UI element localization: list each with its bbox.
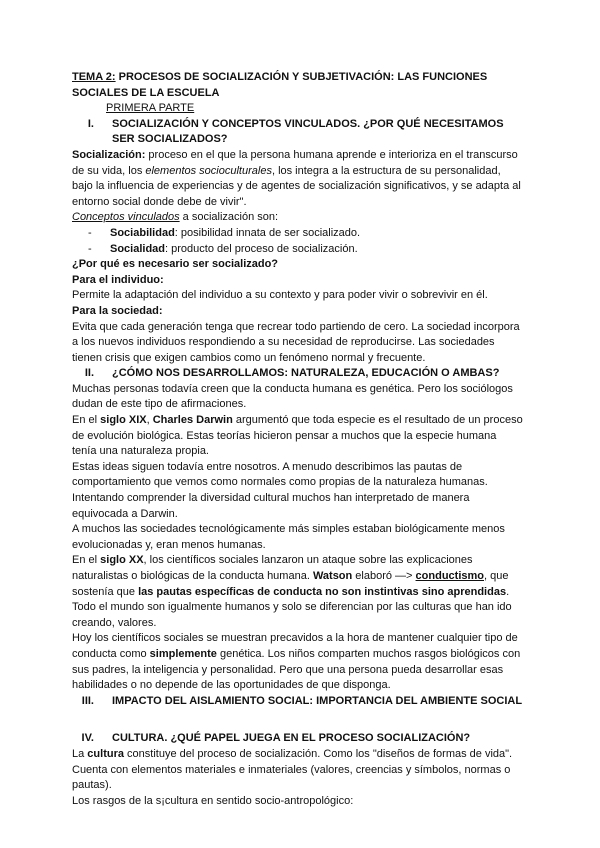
text: En el xyxy=(72,414,101,427)
question-line: ¿Por qué es necesario ser socializado? xyxy=(72,258,279,271)
definition-text-2b: , los integra a la estructura de su personalidad, xyxy=(271,164,501,177)
s2-p2-l1 xyxy=(72,413,534,429)
section-2-number: II. xyxy=(84,367,94,380)
section-3-heading xyxy=(72,694,534,710)
elementos-socioculturales: elementos socioculturales xyxy=(145,164,272,177)
text: naturalistas o biológicas de la conducta humana. xyxy=(72,570,313,582)
definition-text-2a: de su vida, los xyxy=(72,164,146,177)
s2-p4-l2: evolucionadas y, eran menos humanas. xyxy=(72,538,266,551)
siglo-xx: siglo XX xyxy=(100,554,144,567)
s2-p1-l2: dudan de este tipo de afirmaciones. xyxy=(72,398,247,411)
s2-p6-l2 xyxy=(72,647,534,663)
subtitle: PRIMERA PARTE xyxy=(106,102,195,115)
section-1-heading-line-1: SOCIALIZACIÓN Y CONCEPTOS VINCULADOS. ¿POR QUÉ NECESITAMOS xyxy=(112,117,504,130)
text: conducta como xyxy=(72,647,150,660)
text: elaboró —> xyxy=(352,570,416,582)
bullet-text: : producto del proceso de socialización. xyxy=(165,242,358,255)
definition-term: Socialización: xyxy=(72,148,146,161)
s4-p1-l3: pautas). xyxy=(72,779,112,792)
section-2-heading xyxy=(72,366,534,382)
s2-p3-l2: comportamiento que vemos como normales como propias de la naturaleza humanas. xyxy=(72,476,488,489)
bullet-term: Sociabilidad xyxy=(110,226,175,239)
s2-p2-l3: tenía una naturaleza propia. xyxy=(72,445,209,458)
s2-p6-l1: Hoy los científicos sociales se muestran precavidos a la hora de mantener cualquier tipo de xyxy=(72,632,518,645)
s2-p5-l1 xyxy=(72,553,534,569)
bullet-socialidad xyxy=(72,242,534,258)
cultura: cultura xyxy=(87,747,124,760)
text: genética. Los niños comparten muchos rasgos biológicos con xyxy=(216,647,521,660)
conceptos-line xyxy=(72,210,534,226)
document-page xyxy=(72,70,534,809)
s2-p5-l3 xyxy=(72,585,534,601)
s2-p5-l2 xyxy=(72,569,534,585)
title-line-2: SOCIALES DE LA ESCUELA xyxy=(72,86,220,99)
sociedad-text-3: tienen crisis que exigen cambios como un fenómeno normal y frecuente. xyxy=(72,351,426,364)
watson: Watson xyxy=(312,570,353,582)
s2-p5-l4: Todo el mundo son igualmente humanos y solo se diferencian por las culturas que han ido xyxy=(72,601,512,614)
bullet-text: : posibilidad innata de ser socializado. xyxy=(174,226,361,239)
definition-line-4: entorno social donde debe de vivir". xyxy=(72,195,247,208)
s2-p3-l3: Intentando comprender la diversidad cultural muchos han interpretado de manera xyxy=(72,492,470,505)
s2-p3-l1: Estas ideas siguen todavía entre nosotros. A menudo describimos las pautas de xyxy=(72,460,463,473)
simplemente: simplemente xyxy=(149,647,217,660)
section-3-heading-text: IMPACTO DEL AISLAMIENTO SOCIAL: IMPORTANCIA DEL AMBIENTE SOCIAL xyxy=(112,694,523,707)
text: , que xyxy=(484,570,509,582)
s2-p2-l2: de evolución biológica. Estas teorías hicieron pensar a muchos que la especie humana xyxy=(72,429,497,442)
text: , xyxy=(146,414,153,427)
definition-line-1 xyxy=(72,148,534,164)
sociedad-heading: Para la sociedad: xyxy=(72,304,163,317)
conceptos-label: Conceptos vinculados xyxy=(72,211,180,224)
section-1-heading-line-2: SER SOCIALIZADOS? xyxy=(112,133,228,146)
bullet-sociabilidad xyxy=(72,226,534,242)
s2-p1-l1: Muchas personas todavía creen que la conducta humana es genética. Pero los sociólogos xyxy=(72,382,513,395)
pautas-aprendidas: las pautas específicas de conducta no son instintivas sino aprendidas xyxy=(138,585,507,598)
title-line-1 xyxy=(72,70,534,86)
text: En el xyxy=(72,554,101,567)
text: constituye del proceso de socialización. Como los "diseños de formas de vida". xyxy=(123,747,513,760)
individuo-text: Permite la adaptación del individuo a su contexto y para poder vivir o sobrevivir en él. xyxy=(72,289,488,302)
section-1-number: I. xyxy=(87,117,94,130)
conductismo: conductismo xyxy=(415,570,484,582)
charles-darwin: Charles Darwin xyxy=(152,414,233,427)
s2-p3-l4: equivocada a Darwin. xyxy=(72,507,178,520)
conceptos-rest: a socialización son: xyxy=(179,211,279,224)
text: sostenía que xyxy=(72,585,139,598)
s2-p4-l1: A muchos las sociedades tecnológicamente más simples estaban biológicamente menos xyxy=(72,523,505,536)
section-4-heading xyxy=(72,731,534,747)
siglo-xix: siglo XIX xyxy=(100,414,147,427)
s4-p2: Los rasgos de la s¡cultura en sentido socio-antropológico: xyxy=(72,794,354,807)
text: , los científicos sociales lanzaron un ataque sobre las explicaciones xyxy=(143,554,473,567)
bullet-dash: - xyxy=(88,242,92,255)
section-1-heading xyxy=(72,117,534,148)
definition-text-1: proceso en el que la persona humana aprende e interioriza en el transcurso xyxy=(145,148,518,161)
definition-line-2 xyxy=(72,164,534,180)
bullet-term: Socialidad xyxy=(110,242,166,255)
section-4-heading-text: CULTURA. ¿QUÉ PAPEL JUEGA EN EL PROCESO SOCIALIZACIÓN? xyxy=(112,732,471,745)
section-4-number: IV. xyxy=(81,732,94,745)
section-2-heading-text: ¿CÓMO NOS DESARROLLAMOS: NATURALEZA, EDUCACIÓN O AMBAS? xyxy=(112,367,500,380)
sociedad-text-1: Evita que cada generación tenga que recrear todo partiendo de cero. La sociedad incorpora xyxy=(72,320,520,333)
definition-line-3: bajo la influencia de experiencias y de agentes de socialización significativos, y se adapta al xyxy=(72,180,521,193)
section-3-number: III. xyxy=(81,694,94,707)
spacer xyxy=(72,709,534,731)
s4-p1-l1 xyxy=(72,747,534,763)
s2-p6-l4: habilidades o no depende de las oportunidades de que disponga. xyxy=(72,679,391,692)
text: argumentó que toda especie es el resultado de un proceso xyxy=(232,414,523,427)
text: La xyxy=(72,747,88,760)
subtitle-line xyxy=(72,101,534,117)
sociedad-text-2: a los nuevos individuos respondiendo a su necesidad de reproducirse. Las sociedades xyxy=(72,336,495,349)
s2-p5-l5: creando, valores. xyxy=(72,616,157,629)
s2-p6-l3: sus padres, la inteligencia y personalidad. Pero que una persona pueda desarrollar esas xyxy=(72,663,504,676)
text: . xyxy=(506,585,510,598)
individuo-heading: Para el individuo: xyxy=(72,273,164,286)
s4-p1-l2: Cuenta con elementos materiales e inmateriales (valores, creencias y símbolos, normas o xyxy=(72,763,511,776)
title-text-1: PROCESOS DE SOCIALIZACIÓN Y SUBJETIVACIÓN: LAS FUNCIONES xyxy=(115,71,488,83)
tema-label: TEMA 2: xyxy=(72,71,116,83)
bullet-dash: - xyxy=(88,226,92,239)
